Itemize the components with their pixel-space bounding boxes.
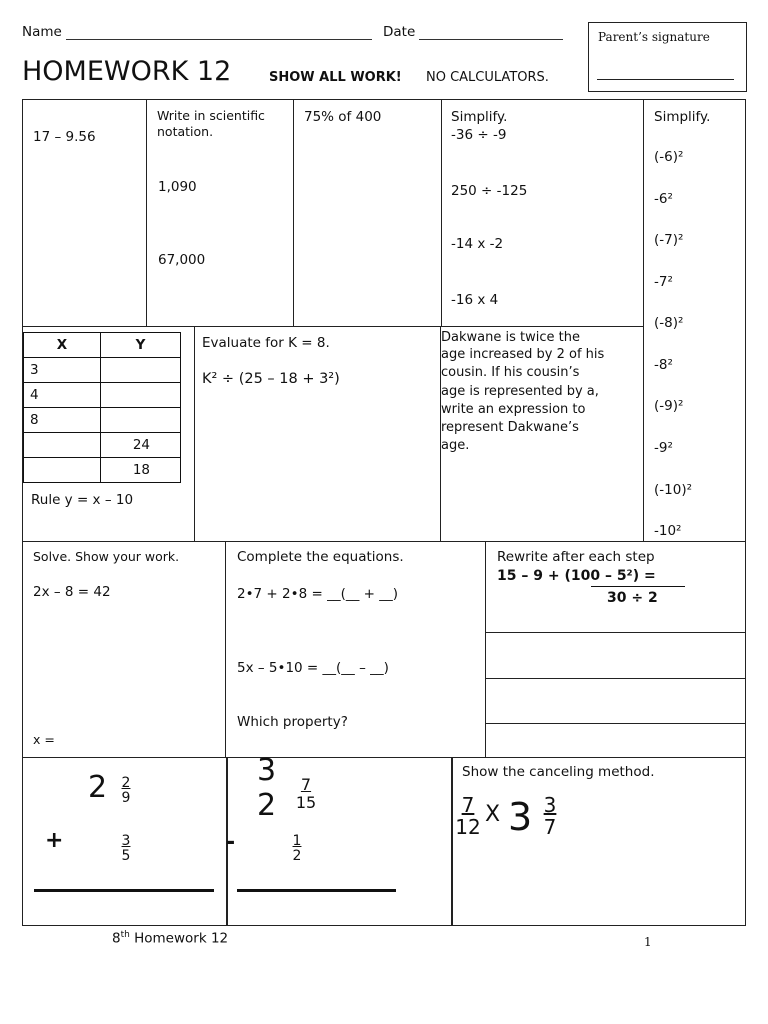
col-divider [293,99,294,327]
power-problem: (-6)² [654,149,684,165]
mixed-whole: 2 [257,788,277,823]
rewrite-label: Rewrite after each step [497,549,655,565]
denominator: 9 [121,790,131,807]
fraction [539,794,561,838]
page-title: HOMEWORK 12 [22,56,232,87]
rewrite-line[interactable] [485,632,746,633]
sci-problem: 1,090 [158,179,197,195]
col-divider [225,541,226,757]
signature-line[interactable] [597,79,734,80]
answer-line [237,889,396,892]
solve-label: Solve. Show your work. [33,549,180,564]
fraction [287,834,307,865]
footer-text [112,930,228,947]
rule-text: Rule y = x – 10 [31,492,134,508]
division-problem: 250 ÷ -125 [451,183,528,199]
word-problem: age is represented by a, [441,384,599,399]
solve-equation: 2x – 8 = 42 [33,584,111,600]
word-problem: represent Dakwane’s [441,420,579,435]
table-cell[interactable] [101,383,181,408]
fraction [116,776,136,807]
denominator: 7 [543,815,557,839]
col-divider [643,99,644,541]
fraction [292,776,320,811]
complete-equation[interactable]: 5x – 5•10 = __(__ – __) [237,660,389,676]
times-sign: X [485,802,501,827]
row-divider-2 [22,541,746,542]
sci-problem: 67,000 [158,252,206,268]
multiplication-problem: -14 x -2 [451,236,504,252]
denominator: 5 [121,848,131,865]
power-problem: -7² [654,274,673,290]
col-divider [485,541,486,757]
no-calculators: NO CALCULATORS. [426,70,549,85]
table-row [24,383,181,408]
sci-prompt: notation. [157,124,214,139]
col-divider [441,99,442,327]
property-question: Which property? [237,714,348,730]
table-row [24,358,181,383]
col-divider [451,757,453,926]
power-problem: -9² [654,440,673,456]
col-divider [146,99,147,327]
sci-prompt: Write in scientific [157,108,265,123]
minus-sign: - [226,830,236,855]
power-problem: -8² [654,357,673,373]
multiplication-problem: -16 x 4 [451,292,499,308]
cancel-label: Show the canceling method. [462,764,655,780]
table-cell[interactable]: 24 [101,433,181,458]
show-all-work: SHOW ALL WORK! [269,70,402,85]
answer-line [34,889,214,892]
rewrite-expression: 15 – 9 + (100 – 5²) = [497,568,656,584]
table-cell[interactable]: 18 [101,458,181,483]
date-label: Date [383,24,416,40]
table-row [24,458,181,483]
rewrite-line[interactable] [485,723,746,724]
subtract-problem: 17 – 9.56 [33,129,96,145]
complete-label: Complete the equations. [237,549,404,565]
page-number: 1 [644,935,652,949]
parent-signature-label: Parent’s signature [598,30,710,44]
table-header-x: X [24,333,101,358]
row-divider-3 [22,757,746,758]
power-problem: (-7)² [654,232,684,248]
grade-number: 8 [112,930,121,947]
table-cell[interactable] [24,458,101,483]
xy-table [23,332,181,483]
borrowed-whole: 3 [257,753,277,788]
mixed-whole: 2 [88,770,108,805]
footer-title: Homework 12 [134,930,229,947]
word-problem: age. [441,438,470,453]
col-divider [194,326,195,541]
simplify-label: Simplify. [451,109,508,125]
table-cell[interactable] [101,408,181,433]
power-problem: -10² [654,523,682,539]
numerator: 3 [543,793,557,817]
power-problem: -6² [654,191,673,207]
name-label: Name [22,24,62,40]
complete-equation[interactable]: 2•7 + 2•8 = __(__ + __) [237,586,398,602]
table-row [24,408,181,433]
rewrite-line[interactable] [485,678,746,679]
numerator: 1 [292,833,302,849]
table-row [24,433,181,458]
numerator: 7 [300,775,312,794]
word-problem: age increased by 2 of his [441,347,605,362]
word-problem: Dakwane is twice the [441,330,580,345]
rewrite-denominator: 30 ÷ 2 [607,590,658,606]
denominator: 2 [292,848,302,865]
table-header-y: Y [101,333,181,358]
word-problem: cousin. If his cousin’s [441,365,580,380]
solve-answer[interactable]: x = [33,732,55,747]
numerator: 2 [121,775,131,791]
fraction [116,834,136,865]
percent-problem: 75% of 400 [304,109,382,125]
mixed-whole: 3 [508,795,533,839]
numerator: 7 [461,793,475,817]
table-cell[interactable]: 3 [24,358,101,383]
powers-label: Simplify. [654,109,711,125]
fraction-bar [591,586,685,587]
division-problem: -36 ÷ -9 [451,127,507,143]
denominator: 12 [455,815,481,839]
power-problem: (-8)² [654,315,684,331]
table-cell[interactable] [101,358,181,383]
numerator: 3 [121,833,131,849]
word-problem: write an expression to [441,402,586,417]
grade-superscript: th [120,930,130,940]
name-line[interactable] [66,39,372,40]
evaluate-expression: K² ÷ (25 – 18 + 3²) [202,371,340,387]
evaluate-label: Evaluate for K = 8. [202,335,330,351]
date-line[interactable] [419,39,563,40]
denominator: 15 [295,792,317,812]
plus-sign: + [45,828,64,853]
table-cell[interactable] [24,433,101,458]
parent-signature-box[interactable] [588,22,747,92]
row-divider-1 [22,326,644,327]
power-problem: (-10)² [654,482,692,498]
power-problem: (-9)² [654,398,684,414]
table-cell[interactable]: 8 [24,408,101,433]
fraction [451,794,485,838]
table-cell[interactable]: 4 [24,383,101,408]
